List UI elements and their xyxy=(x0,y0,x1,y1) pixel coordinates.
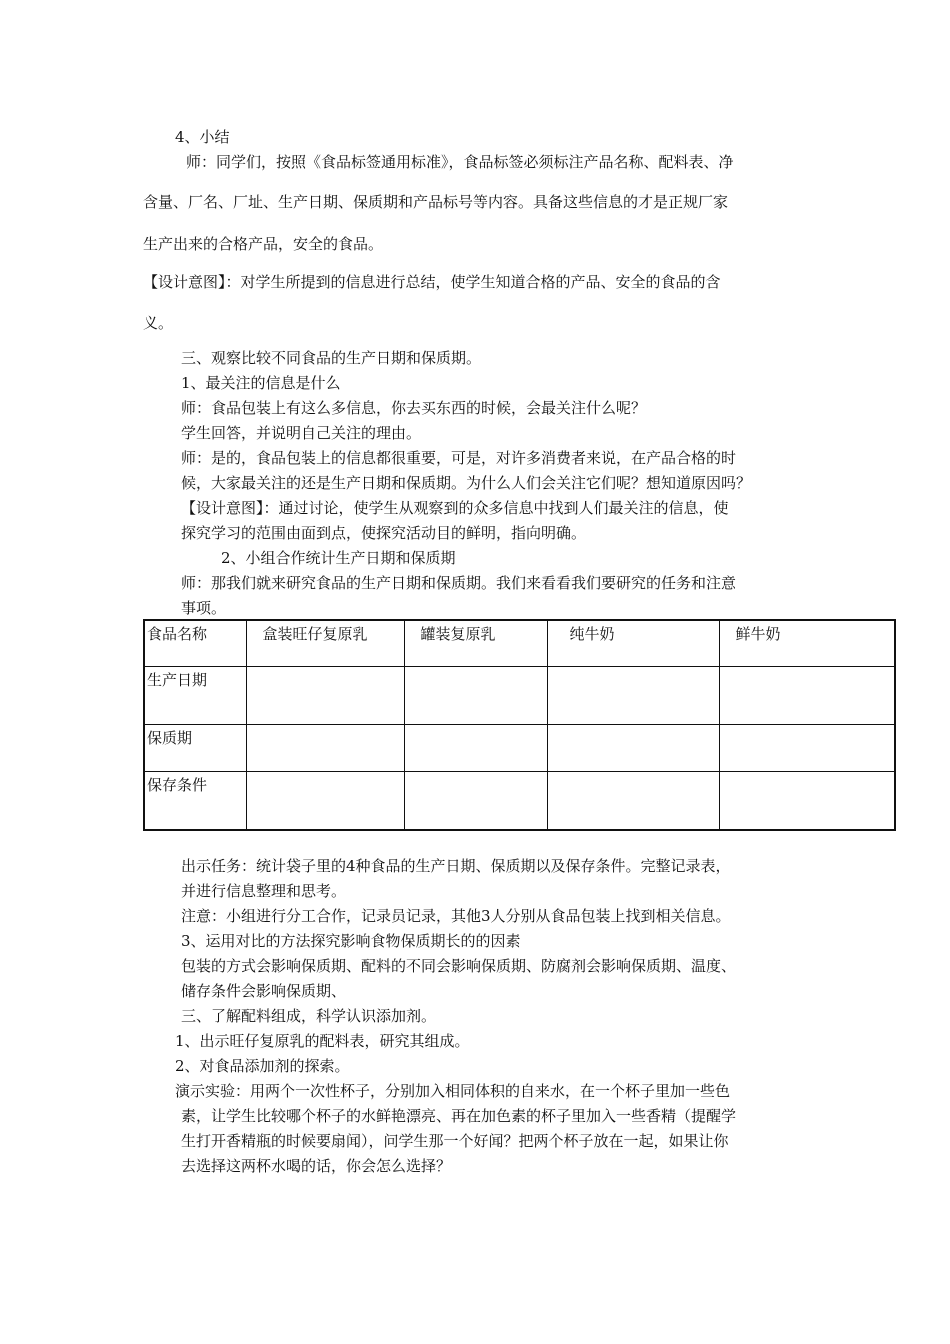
table-row-label: 保存条件 xyxy=(144,772,246,831)
table-cell xyxy=(547,772,719,831)
table-header-cell: 食品名称 xyxy=(144,620,246,667)
design-intent-line: 【设计意图】：对学生所提到的信息进行总结，使学生知道合格的产品、安全的食品的含 xyxy=(143,273,721,291)
table-header-row xyxy=(144,620,895,667)
paragraph-line: 储存条件会影响保质期、 xyxy=(181,982,347,1000)
paragraph-line: 候，大家最关注的还是生产日期和保质期。为什么人们会关注它们呢？想知道原因吗？ xyxy=(181,474,752,492)
table-cell xyxy=(404,772,547,831)
paragraph-line: 生产出来的合格产品，安全的食品。 xyxy=(143,235,384,253)
table-header-cell: 鲜牛奶 xyxy=(719,620,895,667)
subsection-heading: 3、运用对比的方法探究影响食物保质期长的的因素 xyxy=(181,932,521,950)
table-cell xyxy=(246,772,404,831)
paragraph-line: 演示实验：用两个一次性杯子，分别加入相同体积的自来水，在一个杯子里加一些色 xyxy=(175,1082,731,1100)
table-header-cell: 纯牛奶 xyxy=(547,620,719,667)
table-row-label: 保质期 xyxy=(144,725,246,772)
table-cell xyxy=(547,667,719,725)
table-cell xyxy=(246,667,404,725)
table-cell xyxy=(404,667,547,725)
table-row xyxy=(144,725,895,772)
section-heading: 三、了解配料组成，科学认识添加剂。 xyxy=(181,1007,437,1025)
table-row xyxy=(144,667,895,725)
table-row-label: 生产日期 xyxy=(144,667,246,725)
table-cell xyxy=(719,772,895,831)
table-header-cell: 盒装旺仔复原乳 xyxy=(246,620,404,667)
paragraph-line: 出示任务：统计袋子里的4种食品的生产日期、保质期以及保存条件。完整记录表， xyxy=(181,857,731,875)
subsection-heading: 2、小组合作统计生产日期和保质期 xyxy=(221,549,456,567)
paragraph-line: 含量、厂名、厂址、生产日期、保质期和产品标号等内容。具备这些信息的才是正规厂家 xyxy=(143,193,729,211)
record-table xyxy=(143,619,896,831)
paragraph-line: 师：是的，食品包装上的信息都很重要，可是，对许多消费者来说，在产品合格的时 xyxy=(181,449,737,467)
paragraph-line: 义。 xyxy=(143,314,174,332)
paragraph-line: 师：同学们，按照《食品标签通用标准》，食品标签必须标注产品名称、配料表、净 xyxy=(186,153,734,171)
table-cell xyxy=(246,725,404,772)
table-cell xyxy=(404,725,547,772)
paragraph-line: 注意：小组进行分工合作，记录员记录，其他3人分别从食品包装上找到相关信息。 xyxy=(181,907,731,925)
paragraph-line: 师：食品包装上有这么多信息，你去买东西的时候，会最关注什么呢？ xyxy=(181,399,647,417)
paragraph-line: 去选择这两杯水喝的话，你会怎么选择？ xyxy=(181,1157,452,1175)
paragraph-line: 生打开香精瓶的时候要扇闻），问学生那一个好闻？把两个杯子放在一起，如果让你 xyxy=(181,1132,729,1150)
paragraph-line: 1、出示旺仔复原乳的配料表，研究其组成。 xyxy=(175,1032,470,1050)
table-cell xyxy=(547,725,719,772)
design-intent-line: 【设计意图】：通过讨论，使学生从观察到的众多信息中找到人们最关注的信息，使 xyxy=(181,499,729,517)
section-heading: 4、小结 xyxy=(175,128,230,146)
paragraph-line: 学生回答，并说明自己关注的理由。 xyxy=(181,424,422,442)
section-heading: 三、观察比较不同食品的生产日期和保质期。 xyxy=(181,349,482,367)
paragraph-line: 素，让学生比较哪个杯子的水鲜艳漂亮、再在加色素的杯子里加入一些香精（提醒学 xyxy=(181,1107,737,1125)
paragraph-line: 探究学习的范围由面到点，使探究活动目的鲜明，指向明确。 xyxy=(181,524,587,542)
paragraph-line: 2、对食品添加剂的探索。 xyxy=(175,1057,350,1075)
paragraph-line: 事项。 xyxy=(181,599,227,617)
paragraph-line: 师：那我们就来研究食品的生产日期和保质期。我们来看看我们要研究的任务和注意 xyxy=(181,574,737,592)
paragraph-line: 包装的方式会影响保质期、配料的不同会影响保质期、防腐剂会影响保质期、温度、 xyxy=(181,957,737,975)
table-row xyxy=(144,772,895,831)
table-cell xyxy=(719,725,895,772)
table-cell xyxy=(719,667,895,725)
subsection-heading: 1、最关注的信息是什么 xyxy=(181,374,341,392)
paragraph-line: 并进行信息整理和思考。 xyxy=(181,882,347,900)
table-header-cell: 罐装复原乳 xyxy=(404,620,547,667)
